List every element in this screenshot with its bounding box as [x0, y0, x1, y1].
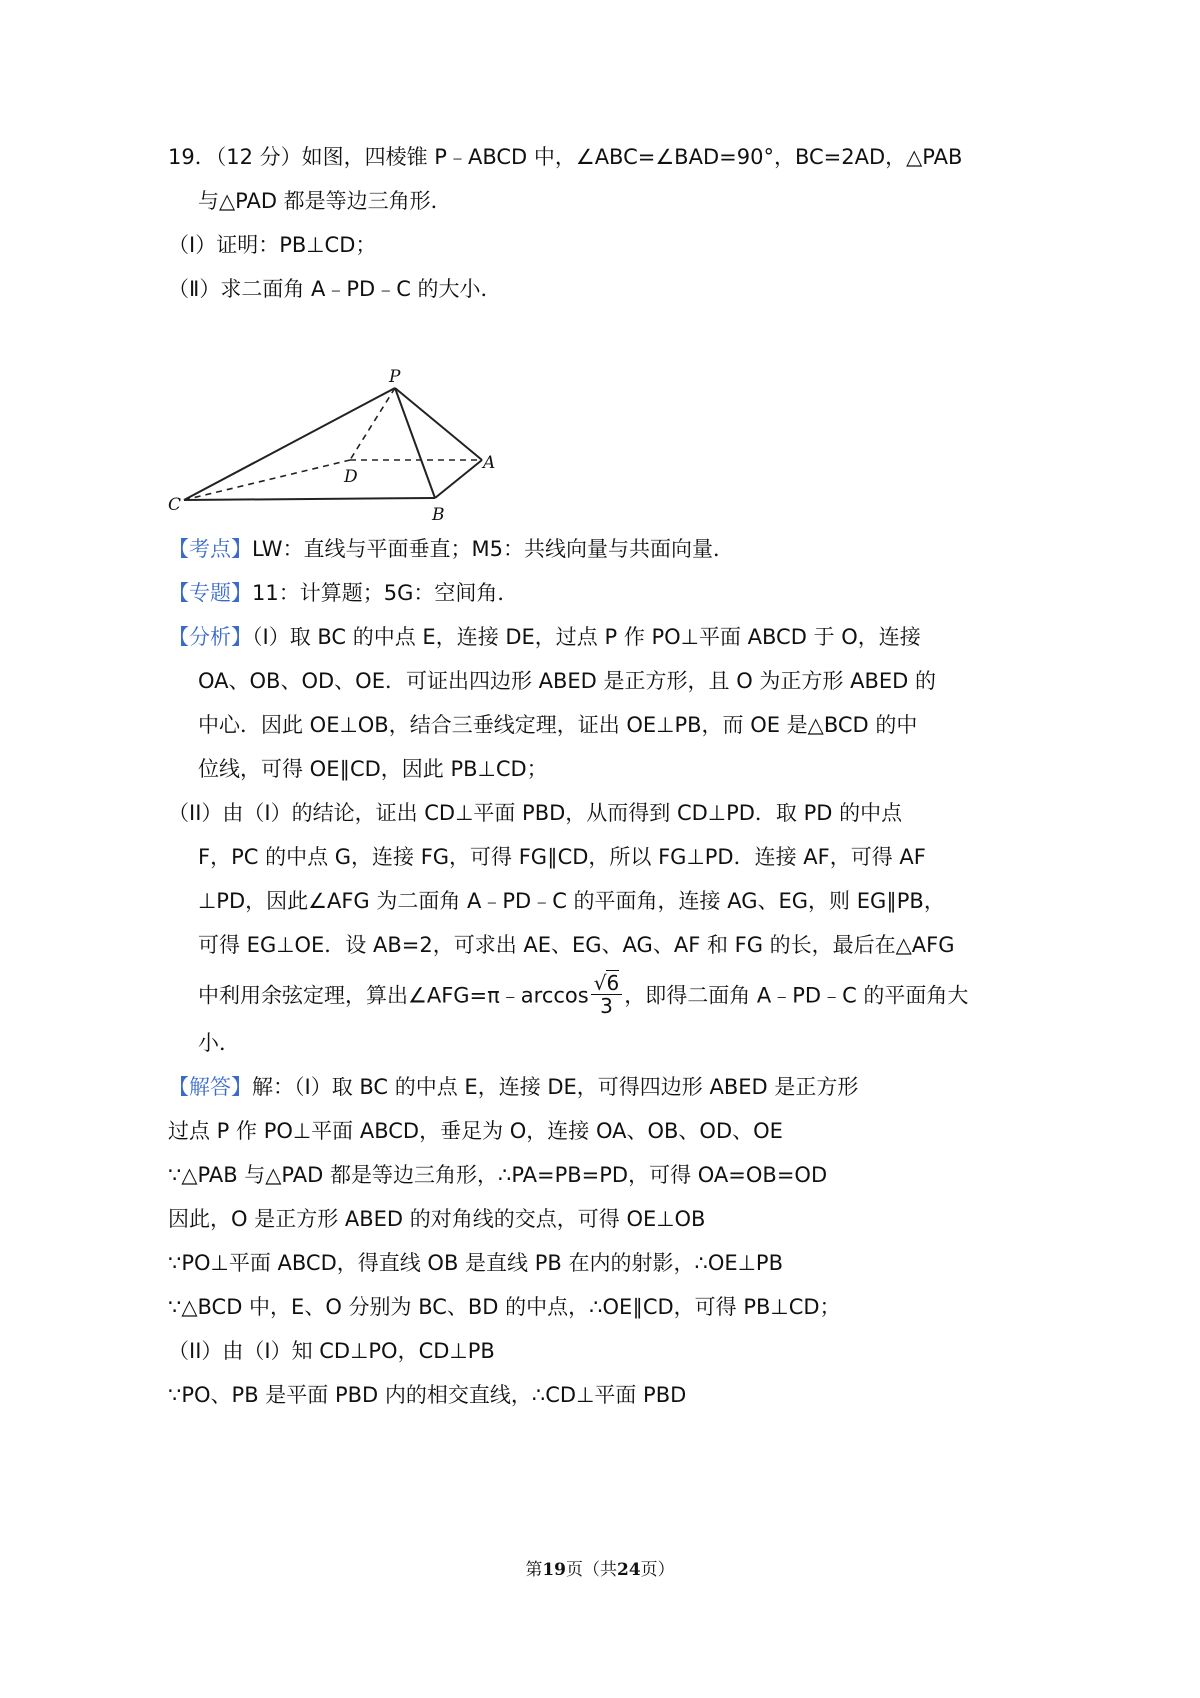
footer-page-number: 19 — [542, 1560, 566, 1580]
fenxi-line-6: F，PC 的中点 G，连接 FG，可得 FG∥CD，所以 FG⊥PD．连接 AF，可得 AF — [198, 845, 926, 869]
fenxi-line-10: 小． — [198, 1031, 240, 1055]
kaodian-text: LW：直线与平面垂直；M5：共线向量与共面向量． — [252, 537, 735, 561]
footer-total-pages: 24 — [617, 1560, 641, 1580]
label-p: P — [389, 367, 401, 387]
page-footer — [0, 1555, 1200, 1580]
fenxi-line-1 — [168, 622, 921, 652]
label-a: A — [483, 453, 496, 473]
zhuanti-text: 11：计算题；5G：空间角． — [252, 581, 519, 605]
jieda-line-3: ∵△PAB 与△PAD 都是等边三角形，∴PA=PB=PD，可得 OA=OB=OD — [168, 1163, 828, 1187]
kaodian-tag: 【考点】 — [168, 537, 252, 561]
fenxi-line-9 — [198, 971, 969, 1019]
fenxi-text-9a: 中利用余弦定理，算出∠AFG=π﹣arccos — [198, 983, 589, 1008]
jieda-line-8: ∵PO、PB 是平面 PBD 内的相交直线，∴CD⊥平面 PBD — [168, 1383, 687, 1407]
sqrt6-over-3-fraction — [591, 972, 622, 1017]
fraction-numerator: 6 — [606, 971, 620, 995]
jieda-tag: 【解答】 — [168, 1075, 252, 1099]
edge-cb — [184, 498, 435, 500]
pyramid-figure — [168, 367, 540, 525]
jieda-text-1: 解：（I）取 BC 的中点 E，连接 DE，可得四边形 ABED 是正方形 — [252, 1075, 859, 1099]
edge-ba — [435, 460, 482, 498]
zhuanti-tag: 【专题】 — [168, 581, 252, 605]
problem-part-2: （Ⅱ）求二面角 A﹣PD﹣C 的大小． — [168, 277, 502, 301]
fenxi-line-8: 可得 EG⊥OE．设 AB=2，可求出 AE、EG、AG、AF 和 FG 的长，最后在△AFG — [198, 933, 955, 957]
edge-pd — [350, 388, 395, 460]
fraction-denominator: 3 — [600, 994, 613, 1018]
sqrt-icon: √ — [593, 971, 607, 995]
jieda-line-5: ∵PO⊥平面 ABCD，得直线 OB 是直线 PB 在内的射影，∴OE⊥PB — [168, 1251, 783, 1275]
fenxi-line-4: 位线，可得 OE∥CD，因此 PB⊥CD； — [198, 757, 548, 781]
jieda-line-7: （II）由（I）知 CD⊥PO，CD⊥PB — [168, 1339, 495, 1363]
label-b: B — [432, 505, 445, 525]
fenxi-tag: 【分析】 — [168, 625, 252, 649]
label-d: D — [344, 467, 358, 487]
kaodian-line — [168, 534, 734, 564]
edge-pc — [184, 388, 395, 500]
fenxi-text-9b: ，即得二面角 A﹣PD﹣C 的平面角大 — [624, 983, 969, 1008]
fenxi-text-1: （I）取 BC 的中点 E，连接 DE，过点 P 作 PO⊥平面 ABCD 于 O，连接 — [252, 625, 921, 649]
footer-post: 页） — [640, 1560, 675, 1580]
footer-mid: 页（共 — [566, 1560, 617, 1580]
fenxi-line-2: OA、OB、OD、OE．可证出四边形 ABED 是正方形，且 O 为正方形 ABED 的 — [198, 669, 936, 693]
edge-cd — [184, 460, 350, 500]
problem-line-1: 19．（12 分）如图，四棱锥 P﹣ABCD 中，∠ABC=∠BAD=90°，BC=2AD，△PAB — [168, 145, 963, 169]
footer-pre: 第 — [525, 1560, 543, 1580]
fenxi-line-5: （II）由（I）的结论，证出 CD⊥平面 PBD，从而得到 CD⊥PD．取 PD 的中点 — [168, 801, 903, 825]
fenxi-line-3: 中心．因此 OE⊥OB，结合三垂线定理，证出 OE⊥PB，而 OE 是△BCD 的中 — [198, 713, 918, 737]
label-c: C — [168, 495, 182, 515]
jieda-line-1 — [168, 1072, 858, 1102]
problem-part-1: （Ⅰ）证明：PB⊥CD； — [168, 233, 377, 257]
jieda-line-4: 因此，O 是正方形 ABED 的对角线的交点，可得 OE⊥OB — [168, 1207, 706, 1231]
problem-line-2: 与△PAD 都是等边三角形． — [198, 189, 452, 213]
zhuanti-line — [168, 578, 518, 608]
jieda-line-2: 过点 P 作 PO⊥平面 ABCD，垂足为 O，连接 OA、OB、OD、OE — [168, 1119, 783, 1143]
jieda-line-6: ∵△BCD 中，E、O 分别为 BC、BD 的中点，∴OE∥CD，可得 PB⊥CD； — [168, 1295, 841, 1319]
fenxi-line-7: ⊥PD，因此∠AFG 为二面角 A﹣PD﹣C 的平面角，连接 AG、EG，则 EG∥PB， — [198, 889, 945, 913]
